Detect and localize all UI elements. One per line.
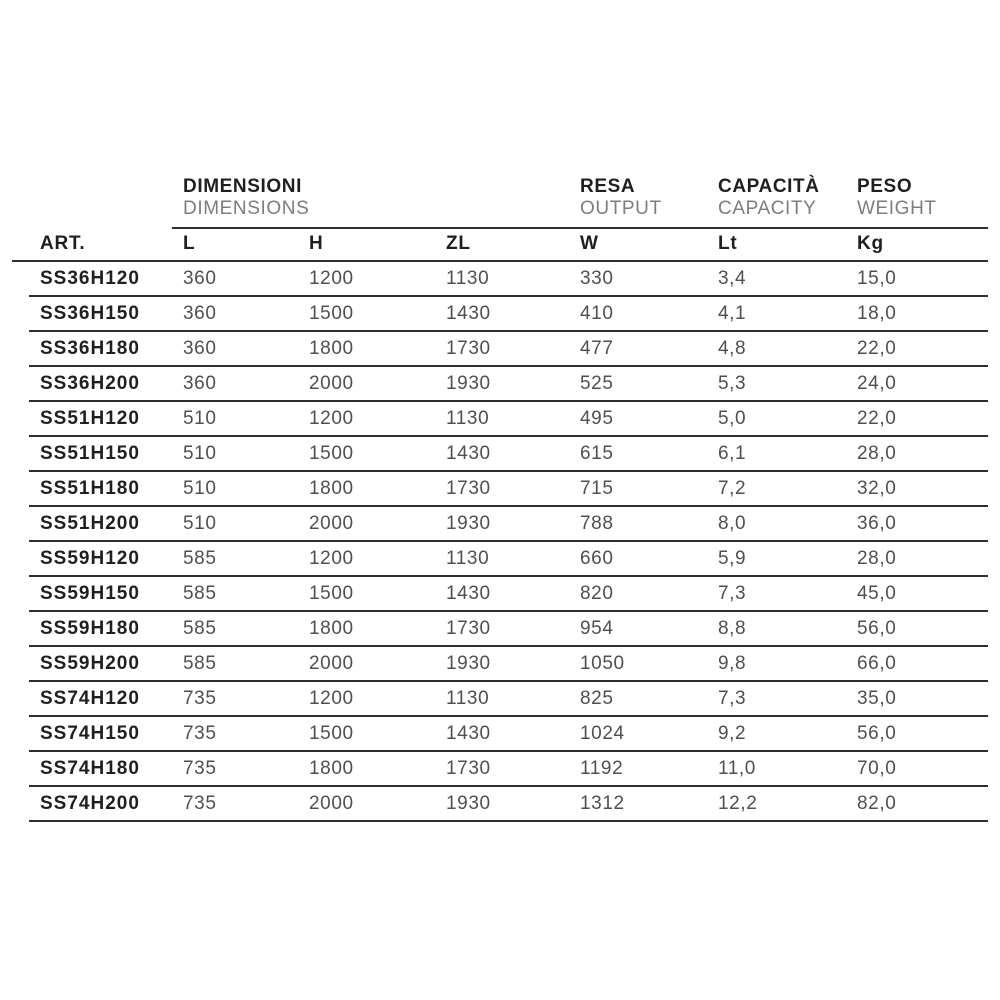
article-code: SS74H200 [40,793,140,814]
value-cell: 495 [580,408,614,429]
value-cell: 1730 [446,338,491,359]
value-cell: 1930 [446,373,491,394]
value-cell: 1430 [446,303,491,324]
group-subtitle: DIMENSIONS [183,198,310,219]
value-cell: 360 [183,338,217,359]
value-cell: 2000 [309,653,354,674]
value-cell: 1500 [309,723,354,744]
group-subtitle: CAPACITY [718,198,817,219]
value-cell: 735 [183,793,217,814]
value-cell: 360 [183,268,217,289]
value-cell: 410 [580,303,614,324]
article-code: SS74H180 [40,758,140,779]
column-header-l: L [183,233,196,254]
value-cell: 1800 [309,478,354,499]
value-cell: 954 [580,618,614,639]
art-column-header: ART. [40,233,86,254]
value-cell: 477 [580,338,614,359]
article-code: SS74H150 [40,723,140,744]
value-cell: 585 [183,618,217,639]
spec-table [12,175,988,822]
value-cell: 1430 [446,443,491,464]
value-cell: 8,0 [718,513,747,534]
value-cell: 1500 [309,303,354,324]
value-cell: 70,0 [857,758,897,779]
value-cell: 3,4 [718,268,747,289]
table-row [12,437,988,472]
column-header-zl: ZL [446,233,471,254]
value-cell: 8,8 [718,618,747,639]
table-row [12,332,988,367]
article-code: SS51H120 [40,408,140,429]
table-row [12,367,988,402]
value-cell: 1800 [309,758,354,779]
value-cell: 820 [580,583,614,604]
value-cell: 66,0 [857,653,897,674]
value-cell: 735 [183,688,217,709]
article-code: SS74H120 [40,688,140,709]
group-subtitle: WEIGHT [857,198,937,219]
value-cell: 56,0 [857,618,897,639]
value-cell: 1130 [446,408,490,429]
value-cell: 1930 [446,653,491,674]
value-cell: 510 [183,443,217,464]
article-code: SS51H180 [40,478,140,499]
value-cell: 1930 [446,513,491,534]
group-title: RESA [580,176,636,197]
article-code: SS51H150 [40,443,140,464]
value-cell: 510 [183,408,217,429]
value-cell: 1800 [309,618,354,639]
value-cell: 9,2 [718,723,747,744]
group-capacity [718,175,820,220]
value-cell: 4,1 [718,303,747,324]
table-row [12,542,988,577]
value-cell: 585 [183,548,217,569]
table-row [12,717,988,752]
value-cell: 1800 [309,338,354,359]
value-cell: 1200 [309,268,354,289]
value-cell: 2000 [309,373,354,394]
value-cell: 15,0 [857,268,897,289]
value-cell: 615 [580,443,614,464]
column-header-kg: Kg [857,233,884,254]
table-group-headers [12,175,988,227]
value-cell: 1500 [309,443,354,464]
value-cell: 825 [580,688,614,709]
value-cell: 1050 [580,653,625,674]
value-cell: 1200 [309,408,354,429]
group-title: DIMENSIONI [183,176,302,197]
group-output [580,175,662,220]
value-cell: 1430 [446,723,491,744]
value-cell: 2000 [309,793,354,814]
table-row [12,507,988,542]
value-cell: 5,0 [718,408,747,429]
table-row [12,612,988,647]
value-cell: 1130 [446,548,490,569]
article-code: SS36H120 [40,268,140,289]
table-row [12,472,988,507]
value-cell: 5,3 [718,373,747,394]
value-cell: 788 [580,513,614,534]
article-code: SS59H120 [40,548,140,569]
table-row [12,682,988,717]
value-cell: 525 [580,373,614,394]
table-row [12,787,988,822]
table-row [12,752,988,787]
table-row [12,262,988,297]
value-cell: 24,0 [857,373,897,394]
column-header-h: H [309,233,324,254]
value-cell: 7,3 [718,688,747,709]
value-cell: 1200 [309,548,354,569]
column-header-w: W [580,233,599,254]
value-cell: 2000 [309,513,354,534]
value-cell: 5,9 [718,548,747,569]
column-header-lt: Lt [718,233,738,254]
value-cell: 36,0 [857,513,897,534]
article-code: SS36H150 [40,303,140,324]
article-code: SS59H180 [40,618,140,639]
value-cell: 1730 [446,478,491,499]
table-row [12,577,988,612]
value-cell: 1312 [580,793,625,814]
value-cell: 45,0 [857,583,897,604]
value-cell: 585 [183,653,217,674]
value-cell: 4,8 [718,338,747,359]
group-subtitle: OUTPUT [580,198,662,219]
table-body [12,262,988,822]
value-cell: 1024 [580,723,625,744]
group-dimensions [183,175,309,220]
value-cell: 1130 [446,688,490,709]
value-cell: 1930 [446,793,491,814]
group-weight [857,175,937,220]
value-cell: 28,0 [857,443,897,464]
value-cell: 735 [183,723,217,744]
value-cell: 12,2 [718,793,758,814]
value-cell: 1192 [580,758,624,779]
value-cell: 35,0 [857,688,897,709]
value-cell: 7,3 [718,583,747,604]
value-cell: 510 [183,478,217,499]
value-cell: 1130 [446,268,490,289]
value-cell: 330 [580,268,614,289]
table-row [12,647,988,682]
value-cell: 11,0 [718,758,756,779]
value-cell: 660 [580,548,614,569]
article-code: SS59H200 [40,653,140,674]
value-cell: 1500 [309,583,354,604]
column-header-row [12,229,988,262]
value-cell: 1730 [446,618,491,639]
value-cell: 7,2 [718,478,747,499]
value-cell: 18,0 [857,303,897,324]
value-cell: 28,0 [857,548,897,569]
article-code: SS36H200 [40,373,140,394]
value-cell: 735 [183,758,217,779]
value-cell: 9,8 [718,653,747,674]
value-cell: 715 [580,478,614,499]
article-code: SS36H180 [40,338,140,359]
article-code: SS59H150 [40,583,140,604]
article-code: SS51H200 [40,513,140,534]
value-cell: 1430 [446,583,491,604]
value-cell: 510 [183,513,217,534]
value-cell: 32,0 [857,478,897,499]
value-cell: 6,1 [718,443,747,464]
table-row [12,402,988,437]
value-cell: 22,0 [857,408,897,429]
value-cell: 82,0 [857,793,897,814]
value-cell: 1200 [309,688,354,709]
value-cell: 22,0 [857,338,897,359]
table-row [12,297,988,332]
group-title: CAPACITÀ [718,176,820,197]
group-title: PESO [857,176,913,197]
value-cell: 360 [183,303,217,324]
value-cell: 56,0 [857,723,897,744]
value-cell: 360 [183,373,217,394]
value-cell: 1730 [446,758,491,779]
value-cell: 585 [183,583,217,604]
